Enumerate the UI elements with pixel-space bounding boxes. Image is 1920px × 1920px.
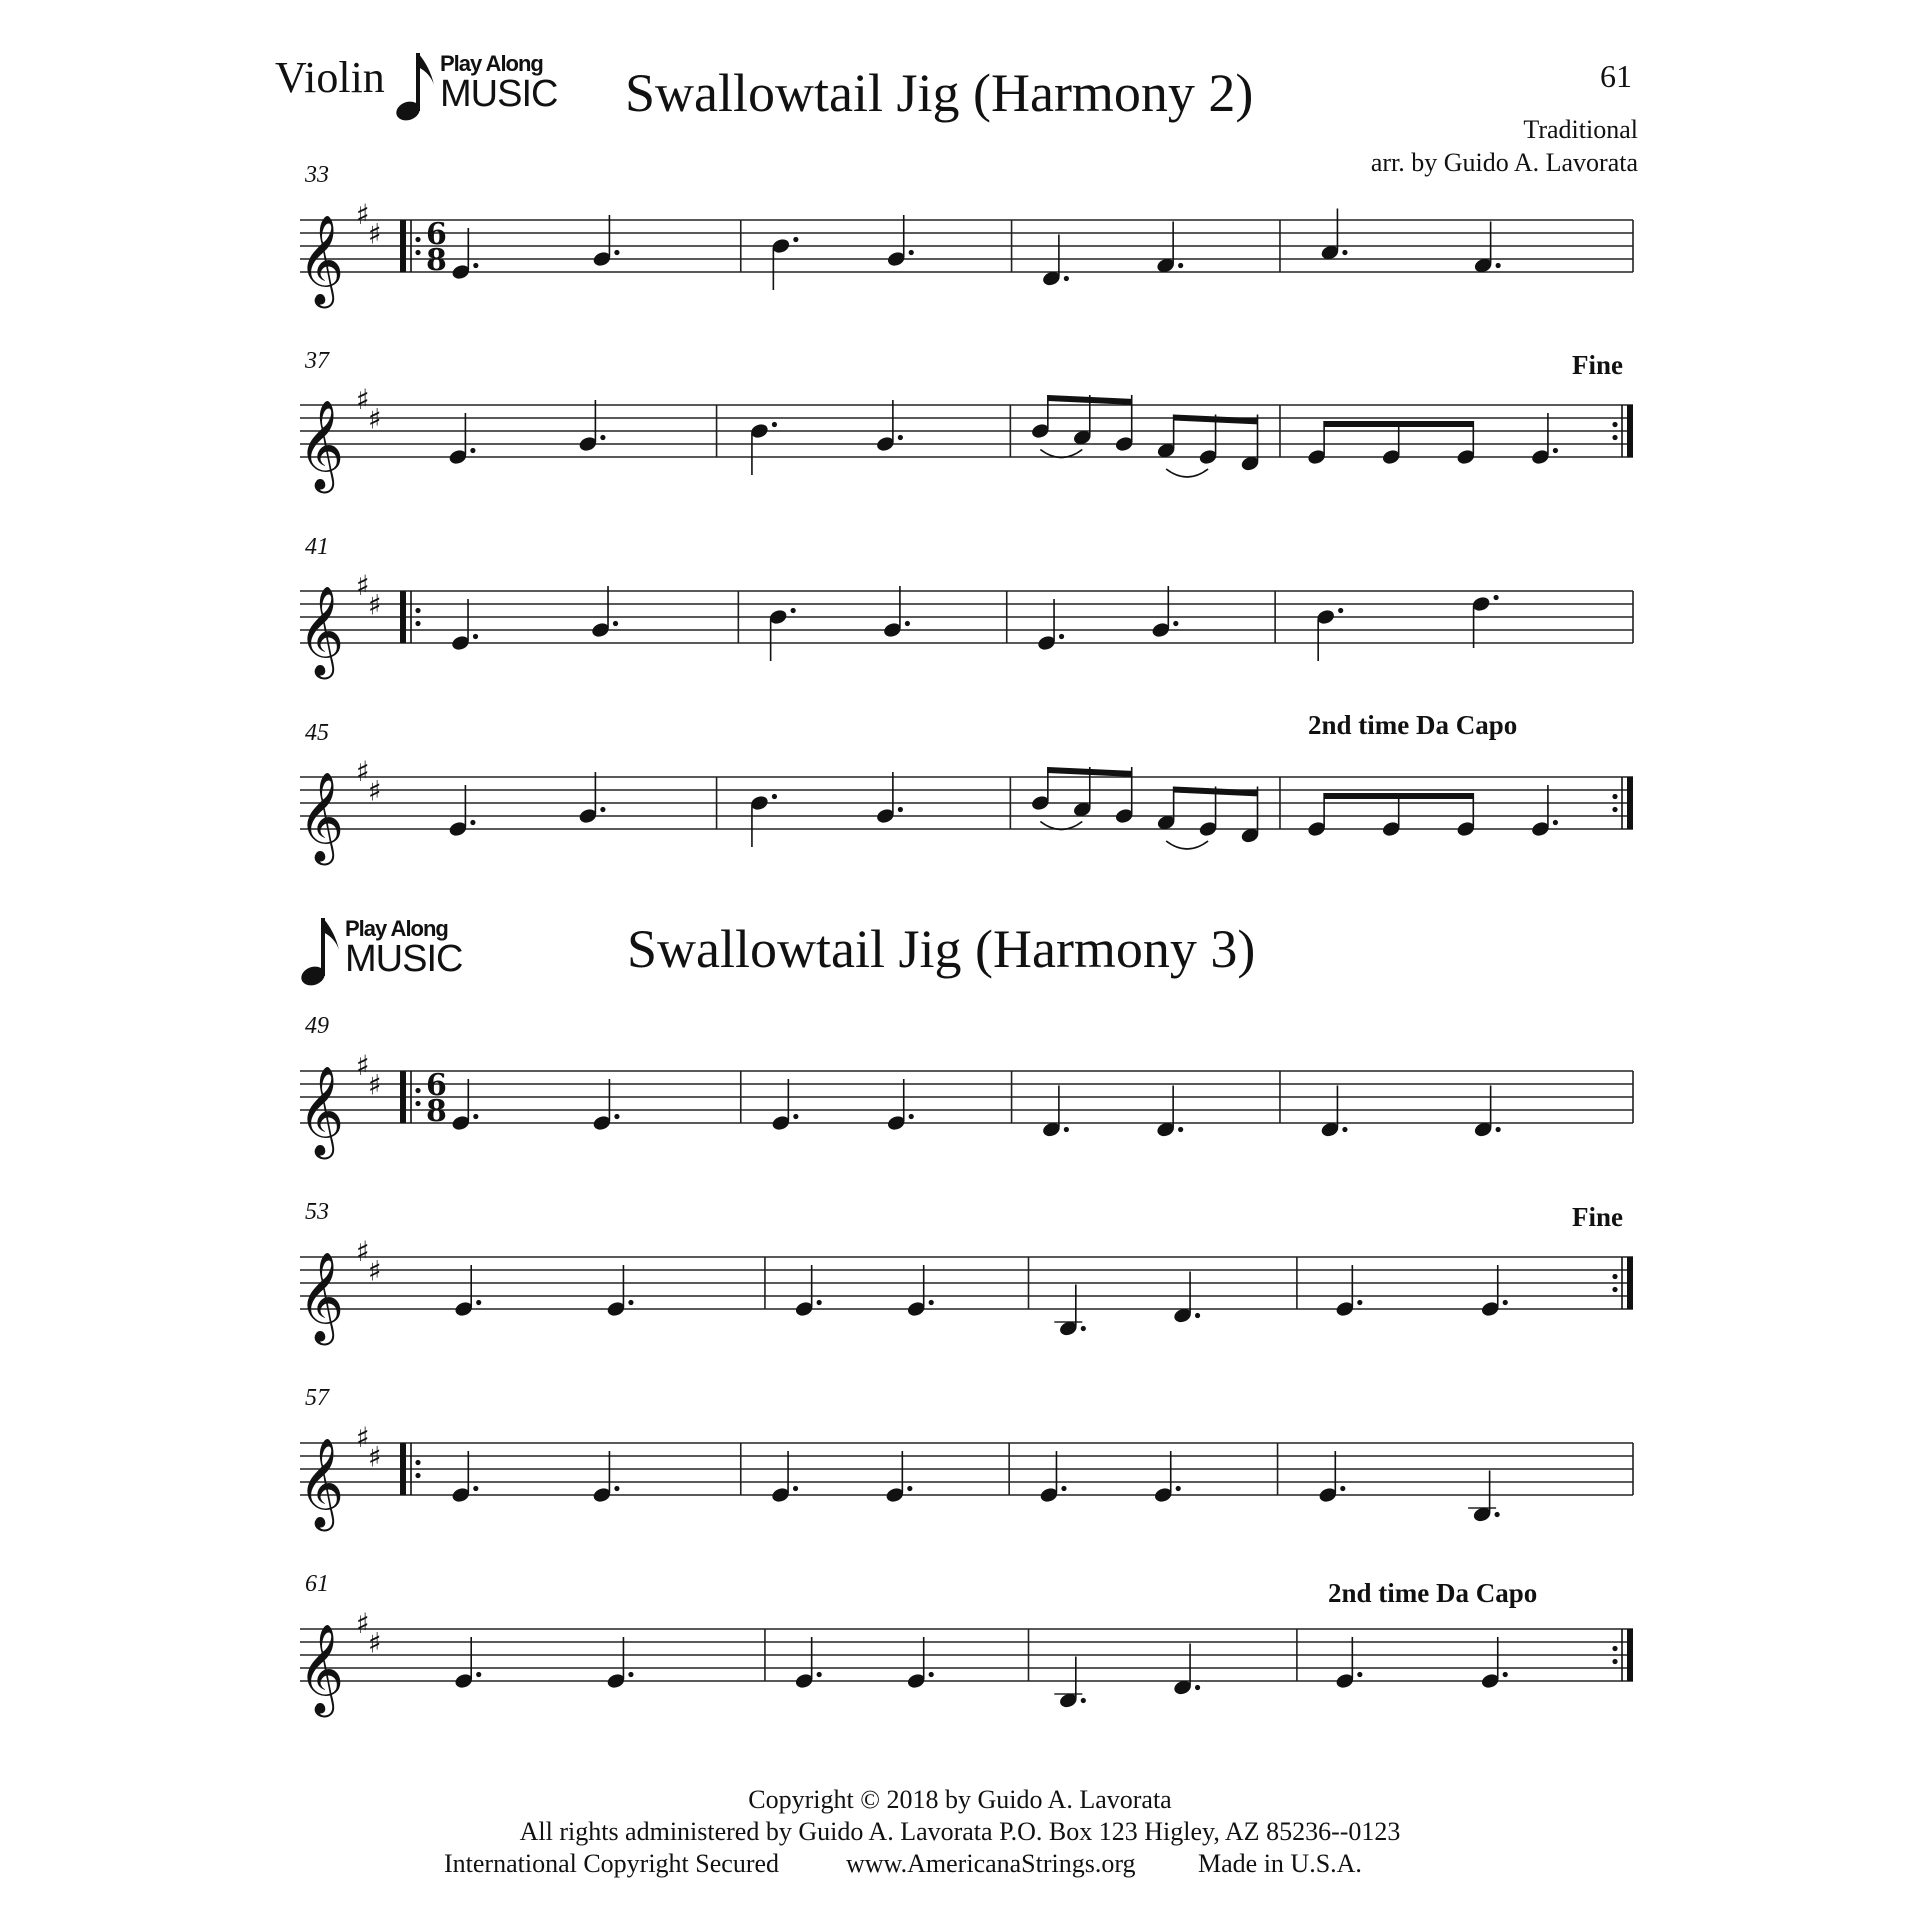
composer: Traditional [1523, 115, 1638, 144]
augmentation-dot [470, 448, 475, 453]
repeat-thick-bar [400, 220, 406, 272]
eighth-note-icon [390, 45, 440, 125]
augmentation-dot [476, 1300, 481, 1305]
augmentation-dot [1064, 276, 1069, 281]
slur [1166, 841, 1208, 849]
augmentation-dot [613, 621, 618, 626]
treble-clef-icon: 𝄞 [298, 400, 345, 490]
augmentation-dot [1064, 1127, 1069, 1132]
augmentation-dot [909, 1114, 914, 1119]
repeat-dot [1612, 1646, 1617, 1651]
sharp-icon: ♯ [356, 383, 370, 416]
augmentation-dot [1493, 595, 1498, 600]
augmentation-dot [600, 435, 605, 440]
repeat-thick-bar [400, 1443, 406, 1495]
augmentation-dot [1495, 1512, 1500, 1517]
instrument-label: Violin [275, 53, 385, 102]
sharp-icon: ♯ [368, 217, 382, 251]
augmentation-dot [898, 435, 903, 440]
augmentation-dot [1081, 1698, 1086, 1703]
music-staff-system [300, 1408, 1650, 1538]
augmentation-dot [1340, 1486, 1345, 1491]
augmentation-dot [1059, 634, 1064, 639]
augmentation-dot [1357, 1300, 1362, 1305]
repeat-dot [415, 1460, 420, 1465]
treble-clef-icon: 𝄞 [298, 1066, 345, 1156]
time-signature-top: 6 [426, 217, 447, 252]
play-along-music-logo [390, 45, 558, 125]
website-link[interactable]: www.AmericanaStrings.org [846, 1849, 1136, 1878]
repeat-dot [415, 1101, 420, 1106]
repeat-thick-bar [400, 1071, 406, 1123]
measure-number: 49 [305, 1013, 329, 1039]
repeat-thick-bar [1627, 1629, 1633, 1681]
copyright-notice: Copyright © 2018 by Guido A. Lavorata [748, 1785, 1172, 1814]
note-beam [1324, 421, 1473, 427]
sharp-icon: ♯ [356, 569, 370, 602]
sharp-icon: ♯ [368, 402, 382, 436]
augmentation-dot [1338, 608, 1343, 613]
augmentation-dot [476, 1672, 481, 1677]
sharp-icon: ♯ [368, 1626, 382, 1660]
music-staff-system [300, 1222, 1650, 1352]
augmentation-dot [1178, 1127, 1183, 1132]
sharp-icon: ♯ [368, 1254, 382, 1288]
augmentation-dot [600, 807, 605, 812]
augmentation-dot [793, 1486, 798, 1491]
slur [1166, 469, 1208, 477]
logo-text-music: MUSIC [345, 938, 463, 980]
augmentation-dot [1081, 1326, 1086, 1331]
sharp-icon: ♯ [356, 198, 370, 231]
da-capo-marking: 2nd time Da Capo [1328, 1578, 1538, 1608]
measure-number: 37 [305, 348, 329, 374]
measure-number: 41 [305, 534, 329, 560]
repeat-dot [1612, 1659, 1617, 1664]
copyright-secured: International Copyright Secured [444, 1849, 780, 1878]
augmentation-dot [1061, 1486, 1066, 1491]
music-staff-system [300, 556, 1650, 686]
music-staff-system [300, 370, 1650, 500]
music-staff-system [300, 742, 1650, 872]
music-staff-system [300, 1036, 1650, 1166]
augmentation-dot [1178, 263, 1183, 268]
repeat-dot [1612, 435, 1617, 440]
page-number: 61 [1600, 58, 1632, 94]
augmentation-dot [791, 608, 796, 613]
measure-number: 33 [305, 162, 329, 188]
augmentation-dot [1176, 1486, 1181, 1491]
play-along-music-logo [295, 910, 463, 990]
augmentation-dot [1195, 1313, 1200, 1318]
arranger: arr. by Guido A. Lavorata [1370, 148, 1638, 177]
repeat-dot [1612, 1274, 1617, 1279]
augmentation-dot [1503, 1672, 1508, 1677]
sharp-icon: ♯ [356, 1235, 370, 1268]
sharp-icon: ♯ [356, 1607, 370, 1640]
time-signature-bottom: 8 [426, 1094, 447, 1129]
augmentation-dot [817, 1300, 822, 1305]
augmentation-dot [473, 1486, 478, 1491]
augmentation-dot [628, 1672, 633, 1677]
augmentation-dot [1503, 1300, 1508, 1305]
note-beam [1324, 793, 1473, 799]
repeat-dot [415, 237, 420, 242]
logo-text-play-along: Play Along [345, 916, 448, 941]
repeat-dot [1612, 807, 1617, 812]
sharp-icon: ♯ [356, 1421, 370, 1454]
augmentation-dot [614, 1114, 619, 1119]
measure-number: 57 [305, 1385, 329, 1411]
augmentation-dot [907, 1486, 912, 1491]
time-signature-top: 6 [426, 1068, 447, 1103]
augmentation-dot [614, 1486, 619, 1491]
measure-number: 45 [305, 720, 329, 746]
piece-title-harmony-3: Swallowtail Jig (Harmony 3) [627, 919, 1256, 979]
augmentation-dot [772, 422, 777, 427]
treble-clef-icon: 𝄞 [298, 1252, 345, 1342]
repeat-thick-bar [1627, 777, 1633, 829]
repeat-thick-bar [400, 591, 406, 643]
repeat-dot [415, 1088, 420, 1093]
sharp-icon: ♯ [368, 588, 382, 622]
repeat-dot [1612, 794, 1617, 799]
sharp-icon: ♯ [368, 774, 382, 808]
repeat-dot [415, 621, 420, 626]
time-signature-bottom: 8 [426, 243, 447, 278]
fine-marking: Fine [1572, 350, 1623, 380]
piece-title-harmony-2: Swallowtail Jig (Harmony 2) [625, 63, 1254, 123]
logo-text-play-along: Play Along [440, 51, 543, 76]
fine-marking: Fine [1572, 1202, 1623, 1232]
rights-notice: All rights administered by Guido A. Lavorata P.O. Box 123 Higley, AZ 85236--0123 [519, 1817, 1401, 1846]
logo-text-music: MUSIC [440, 73, 558, 115]
da-capo-marking: 2nd time Da Capo [1308, 710, 1518, 740]
augmentation-dot [473, 634, 478, 639]
augmentation-dot [628, 1300, 633, 1305]
augmentation-dot [905, 621, 910, 626]
repeat-thick-bar [1627, 1257, 1633, 1309]
sharp-icon: ♯ [356, 1049, 370, 1082]
augmentation-dot [473, 1114, 478, 1119]
augmentation-dot [1173, 621, 1178, 626]
augmentation-dot [614, 250, 619, 255]
made-in: Made in U.S.A. [1198, 1849, 1362, 1878]
repeat-dot [415, 608, 420, 613]
augmentation-dot [1342, 250, 1347, 255]
treble-clef-icon: 𝄞 [298, 215, 345, 305]
augmentation-dot [1496, 1127, 1501, 1132]
sharp-icon: ♯ [368, 1068, 382, 1102]
augmentation-dot [1357, 1672, 1362, 1677]
augmentation-dot [793, 237, 798, 242]
treble-clef-icon: 𝄞 [298, 586, 345, 676]
augmentation-dot [1195, 1685, 1200, 1690]
measure-number: 61 [305, 1571, 329, 1597]
augmentation-dot [1553, 448, 1558, 453]
repeat-dot [1612, 422, 1617, 427]
music-staff-system [300, 185, 1650, 315]
augmentation-dot [817, 1672, 822, 1677]
augmentation-dot [1496, 263, 1501, 268]
augmentation-dot [929, 1300, 934, 1305]
augmentation-dot [929, 1672, 934, 1677]
augmentation-dot [909, 250, 914, 255]
treble-clef-icon: 𝄞 [298, 1624, 345, 1714]
repeat-dot [415, 250, 420, 255]
measure-number: 53 [305, 1199, 329, 1225]
treble-clef-icon: 𝄞 [298, 1438, 345, 1528]
eighth-note-icon [295, 910, 345, 990]
repeat-thick-bar [1627, 405, 1633, 457]
augmentation-dot [473, 263, 478, 268]
augmentation-dot [470, 820, 475, 825]
augmentation-dot [1342, 1127, 1347, 1132]
augmentation-dot [772, 794, 777, 799]
augmentation-dot [1553, 820, 1558, 825]
repeat-dot [415, 1473, 420, 1478]
augmentation-dot [793, 1114, 798, 1119]
sharp-icon: ♯ [368, 1440, 382, 1474]
music-staff-system [300, 1594, 1650, 1724]
treble-clef-icon: 𝄞 [298, 772, 345, 862]
repeat-dot [1612, 1287, 1617, 1292]
sharp-icon: ♯ [356, 755, 370, 788]
augmentation-dot [898, 807, 903, 812]
